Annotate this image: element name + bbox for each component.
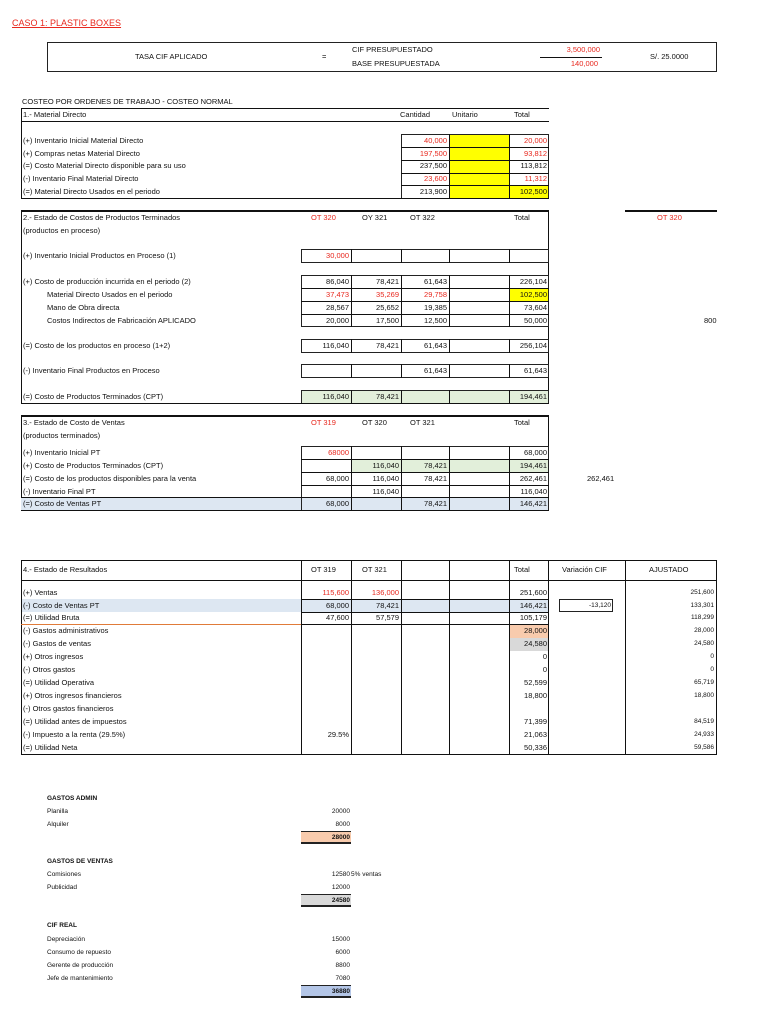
cif-presupuestado-label: CIF PRESUPUESTADO [352, 45, 433, 54]
s4-row-v1: 68,000 [326, 601, 349, 610]
s1-title: 1.- Material Directo [23, 110, 87, 119]
s2-pp-v1: 116,040 [322, 341, 349, 350]
s4-row-label: (+) Ventas [23, 588, 58, 597]
s4-row-label: (=) Utilidad Operativa [23, 678, 95, 687]
s4-row-v2: 57,579 [376, 613, 399, 622]
gastos-ventas-title: GASTOS DE VENTAS [47, 858, 113, 865]
s4-row-adj: 59,586 [694, 744, 714, 751]
s4-row-v2: 78,421 [376, 601, 399, 610]
s4-row-adj: 18,800 [694, 692, 714, 699]
s4-row-label: (-) Otros gastos financieros [23, 704, 114, 713]
s2-mo-v1: 28,567 [326, 303, 349, 312]
s4-row-total: 24,580 [524, 639, 547, 648]
s4-row-total: 0 [542, 652, 547, 661]
s3-h-total: Total [514, 418, 530, 427]
s2-h-oy321: OY 321 [362, 213, 388, 222]
cif-real-item: Gerente de producción [47, 962, 114, 969]
s4-h-ot321: OT 321 [362, 565, 387, 574]
s3-subtitle: (productos terminados) [23, 431, 101, 440]
costeo-title: COSTEO POR ORDENES DE TRABAJO - COSTEO NORMAL [22, 97, 233, 106]
s2-ci-v2: 17,500 [376, 316, 399, 325]
s4-row-adj: 0 [710, 653, 714, 660]
s2-cp-v1: 86,040 [326, 277, 349, 286]
s2-cp-label: (+) Costo de producción incurrida en el periodo (2) [23, 277, 191, 286]
s4-h-ajustado: AJUSTADO [649, 565, 689, 574]
s2-h-ot320: OT 320 [311, 213, 336, 222]
tasa-result: S/. 25.0000 [650, 52, 689, 61]
s4-row-adj: 251,600 [690, 589, 714, 596]
s3-r4-total: 116,040 [520, 487, 547, 496]
base-presupuestada-value: 140,000 [570, 59, 598, 68]
s1-row-total: 113,812 [520, 161, 547, 170]
s3-r1-label: (+) Inventario Inicial PT [23, 448, 101, 457]
s4-row-label: (+) Otros ingresos financieros [23, 691, 122, 700]
s3-r2-label: (+) Costo de Productos Terminados (CPT) [23, 461, 164, 470]
s4-row-total: 28,000 [524, 626, 547, 635]
s4-row-label: (=) Utilidad Bruta [23, 613, 80, 622]
s4-row-total: 50,336 [524, 743, 547, 752]
s4-row-total: 71,399 [524, 717, 547, 726]
s3-r4-label: (-) Inventario Final PT [23, 487, 96, 496]
s1-row-total: 102,500 [519, 187, 547, 196]
s2-cp-v3: 61,643 [424, 277, 447, 286]
s4-title: 4.- Estado de Resultados [23, 565, 108, 574]
s2-pp-v2: 78,421 [376, 341, 399, 350]
gastos-ventas-value: 12000 [331, 884, 350, 891]
s2-h-ot322: OT 322 [410, 213, 435, 222]
s2-cpt-label: (=) Costo de Productos Terminados (CPT) [23, 392, 164, 401]
gastos-ventas-note: 5% ventas [351, 871, 382, 878]
s3-r3-v1: 68,000 [326, 474, 349, 483]
s1-row-label: (+) Inventario Inicial Material Directo [23, 136, 144, 145]
s2-cpt-v2: 78,421 [376, 392, 399, 401]
s4-row-label: (=) Utilidad antes de impuestos [23, 717, 127, 726]
s4-row-adj: 65,719 [694, 679, 714, 686]
s1-row-cant: 197,500 [419, 149, 447, 158]
s3-r2-v3: 78,421 [424, 461, 447, 470]
cif-real-value: 6000 [335, 949, 350, 956]
s4-row-label: (+) Otros ingresos [23, 652, 84, 661]
s4-row-total: 146,421 [519, 601, 547, 610]
s2-if-total: 61,643 [524, 366, 547, 375]
s2-side-header: OT 320 [657, 213, 682, 222]
s4-row-total: 52,599 [524, 678, 547, 687]
s4-h-variacion: Variación CIF [562, 565, 607, 574]
s2-md-v3: 29,758 [424, 290, 447, 299]
s3-r5-v3: 78,421 [424, 499, 447, 508]
s4-row-total: 18,800 [524, 691, 547, 700]
s1-row-cant: 40,000 [424, 136, 447, 145]
s2-md-total: 102,500 [519, 290, 547, 299]
s4-h-ot319: OT 319 [311, 565, 336, 574]
s3-r1-v1: 68000 [328, 448, 349, 457]
s2-cp-v2: 78,421 [376, 277, 399, 286]
s3-r3-total: 262,461 [519, 474, 547, 483]
s1-row-label: (-) Inventario Final Material Directo [23, 174, 139, 183]
s1-h-unitario: Unitario [452, 110, 478, 119]
s2-mo-label: Mano de Obra directa [47, 303, 120, 312]
s2-mo-v3: 19,385 [424, 303, 447, 312]
s2-if-v3: 61,643 [424, 366, 447, 375]
gastos-admin-item: Alquiler [47, 821, 69, 828]
s1-row-label: (=) Costo Material Directo disponible para su uso [23, 161, 186, 170]
s4-row-label: (-) Costo de Ventas PT [23, 601, 100, 610]
tasa-eq: = [322, 52, 327, 61]
s4-row-v2: 136,000 [371, 588, 399, 597]
s3-title: 3.- Estado de Costo de Ventas [23, 418, 125, 427]
s2-mo-v2: 25,652 [376, 303, 399, 312]
s4-row-adj: 24,580 [694, 640, 714, 647]
s2-inv-label: (+) Inventario Inicial Productos en Proceso (1) [23, 251, 176, 260]
cif-real-total: 36880 [331, 988, 350, 995]
s3-r2-total: 194,461 [519, 461, 547, 470]
s2-ci-label: Costos Indirectos de Fabricación APLICADO [47, 316, 196, 325]
s2-pp-label: (=) Costo de los productos en proceso (1+2) [23, 341, 171, 350]
s4-row-total: 21,063 [524, 730, 547, 739]
gastos-ventas-item: Publicidad [47, 884, 77, 891]
s4-row-label: (-) Gastos administrativos [23, 626, 109, 635]
s2-cpt-total: 194,461 [519, 392, 547, 401]
s1-row-label: (=) Material Directo Usados en el periodo [23, 187, 160, 196]
s3-r5-total: 146,421 [519, 499, 547, 508]
cif-real-item: Consumo de repuesto [47, 949, 111, 956]
gastos-admin-title: GASTOS ADMIN [47, 795, 98, 802]
s3-r3-v2: 116,040 [372, 474, 399, 483]
s4-row-adj: 133,301 [690, 602, 714, 609]
s3-r5-label: (=) Costo de Ventas PT [23, 499, 102, 508]
s4-row-total: 251,600 [519, 588, 547, 597]
cif-real-title: CIF REAL [47, 922, 77, 929]
s1-row-label: (+) Compras netas Material Directo [23, 149, 140, 158]
s3-r4-v2: 116,040 [372, 487, 399, 496]
s4-row-adj: 24,933 [694, 731, 714, 738]
s2-h-total: Total [514, 213, 530, 222]
s2-subtitle: (productos en proceso) [23, 226, 101, 235]
s2-mo-total: 73,604 [524, 303, 547, 312]
s3-r3-label: (=) Costo de los productos disponibles para la venta [23, 474, 197, 483]
s4-row-adj: 0 [710, 666, 714, 673]
s2-ci-v3: 12,500 [424, 316, 447, 325]
s2-pp-v3: 61,643 [424, 341, 447, 350]
s1-row-cant: 237,500 [419, 161, 447, 170]
s4-row-label: (-) Otros gastos [23, 665, 76, 674]
case-title: CASO 1: PLASTIC BOXES [12, 18, 122, 28]
s1-row-total: 20,000 [524, 136, 547, 145]
s2-md-label: Material Directo Usados en el periodo [47, 290, 173, 299]
gastos-admin-total: 28000 [331, 834, 350, 841]
s2-md-v2: 35,269 [376, 290, 399, 299]
s4-row-label: (-) Impuesto a la renta (29.5%) [23, 730, 126, 739]
gastos-ventas-value: 12580 [331, 871, 350, 878]
gastos-admin-value: 20000 [331, 808, 350, 815]
s3-r2-v2: 116,040 [372, 461, 399, 470]
s4-row-adj: 28,000 [694, 627, 714, 634]
s1-row-cant: 213,900 [419, 187, 447, 196]
s2-cp-total: 226,104 [519, 277, 547, 286]
s4-row-label: (-) Gastos de ventas [23, 639, 91, 648]
s4-row-v1: 29.5% [327, 730, 349, 739]
s3-r5-v1: 68,000 [326, 499, 349, 508]
s3-r1-total: 68,000 [524, 448, 547, 457]
gastos-ventas-total: 24580 [331, 897, 350, 904]
cif-real-value: 15000 [331, 936, 350, 943]
s4-row-var: -13,120 [588, 602, 611, 609]
s3-h-ot320: OT 320 [362, 418, 387, 427]
s4-h-total: Total [514, 565, 530, 574]
cif-real-value: 8800 [335, 962, 350, 969]
cif-presupuestado-value: 3,500,000 [566, 45, 600, 54]
base-presupuestada-label: BASE PRESUPUESTADA [352, 59, 440, 68]
s3-r3-v3: 78,421 [424, 474, 447, 483]
s4-row-adj: 84,519 [694, 718, 714, 725]
s2-title: 2.- Estado de Costos de Productos Terminados [23, 213, 181, 222]
cif-real-item: Depreciación [47, 936, 85, 943]
s1-row-total: 93,812 [524, 149, 547, 158]
s1-h-cantidad: Cantidad [400, 110, 431, 119]
s4-row-v1: 47,600 [326, 613, 349, 622]
s4-row-adj: 118,299 [690, 614, 714, 621]
cif-real-value: 7080 [335, 975, 350, 982]
gastos-admin-item: Planilla [47, 808, 68, 815]
s2-ci-total: 50,000 [524, 316, 547, 325]
gastos-ventas-item: Comisiones [47, 871, 81, 878]
tasa-label: TASA CIF APLICADO [135, 52, 208, 61]
s4-row-total: 0 [542, 665, 547, 674]
s3-h-ot321: OT 321 [410, 418, 435, 427]
s1-row-cant: 23,600 [424, 174, 447, 183]
s2-if-label: (-) Inventario Final Productos en Proceso [23, 366, 160, 375]
s2-cpt-v1: 116,040 [322, 392, 349, 401]
s3-side-value: 262,461 [587, 474, 615, 483]
s3-h-ot319: OT 319 [311, 418, 336, 427]
cif-real-item: Jefe de mantenimiento [47, 975, 113, 982]
s2-pp-total: 256,104 [519, 341, 547, 350]
s1-row-total: 11,312 [524, 174, 547, 183]
s4-row-label: (=) Utilidad Neta [23, 743, 78, 752]
s2-inv-v1: 30,000 [326, 251, 349, 260]
s4-row-v1: 115,600 [322, 588, 349, 597]
s2-md-v1: 37,473 [326, 290, 349, 299]
s4-row-total: 105,179 [519, 613, 547, 622]
s2-side-value: 800 [704, 316, 717, 325]
s1-h-total: Total [514, 110, 530, 119]
gastos-admin-value: 8000 [335, 821, 350, 828]
s2-ci-v1: 20,000 [326, 316, 349, 325]
